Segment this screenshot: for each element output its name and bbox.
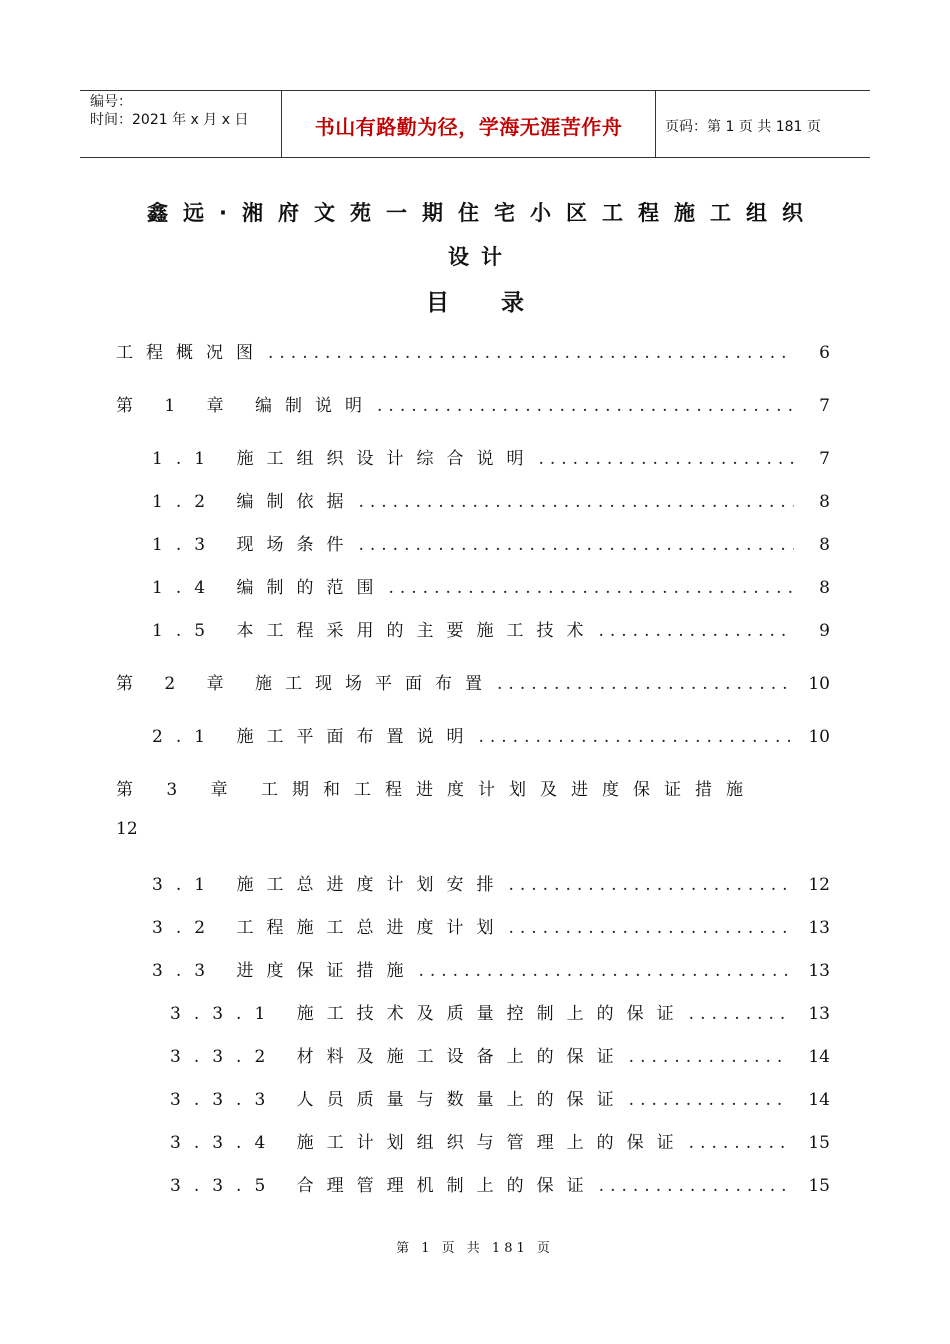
toc-entry-label: 1.2 编制依据 (152, 492, 357, 512)
toc-entry-label: 3.3 进度保证措施 (152, 961, 417, 981)
toc-entry[interactable] (116, 391, 830, 416)
toc-entry-label: 3.3.1 施工技术及质量控制上的保证 (170, 1004, 687, 1024)
toc-leader-dots (689, 1004, 791, 1024)
toc-entry[interactable] (152, 722, 830, 747)
toc-leader-dots (388, 578, 794, 598)
toc-entry-page: 13 (808, 918, 830, 938)
toc-entry-page: 14 (808, 1090, 830, 1110)
toc-entry-label: 第 1 章 编制说明 (116, 396, 376, 416)
toc-entry[interactable] (116, 338, 830, 363)
toc-entry[interactable] (170, 1085, 830, 1110)
document-title: 鑫远·湘府文苑一期住宅小区工程施工组织 (147, 201, 818, 225)
header-page-info: 页码：第 1 页 共 181 页 (665, 119, 821, 135)
toc-entry-page: 12 (808, 875, 830, 895)
toc-entry-label: 2.1 施工平面布置说明 (152, 727, 477, 747)
document-number-label: 编号： (90, 94, 132, 110)
toc-entry[interactable] (152, 573, 830, 598)
toc-leader-dots (268, 343, 794, 363)
document-title-continued: 设计 (448, 245, 514, 269)
toc-entry[interactable] (170, 1171, 830, 1196)
toc-entry-page: 7 (819, 449, 830, 469)
toc-entry-page: 10 (808, 727, 830, 747)
table-of-contents (116, 0, 830, 1344)
toc-entry-page: 6 (819, 343, 830, 363)
toc-entry-page: 8 (819, 535, 830, 555)
toc-leader-dots (689, 1133, 791, 1153)
toc-entry-page: 14 (808, 1047, 830, 1067)
toc-entry[interactable] (152, 487, 830, 512)
toc-entry[interactable] (152, 616, 830, 641)
toc-entry-label: 3.2 工程施工总进度计划 (152, 918, 507, 938)
toc-entry-label: 1.4 编制的范围 (152, 578, 387, 598)
toc-leader-dots (599, 1176, 791, 1196)
toc-entry-label: 1.3 现场条件 (152, 535, 357, 555)
toc-entry-page: 10 (808, 674, 830, 694)
toc-leader-dots (358, 535, 794, 555)
toc-leader-dots (629, 1047, 791, 1067)
toc-entry-page: 9 (819, 621, 830, 641)
toc-leader-dots (508, 875, 790, 895)
toc-leader-dots (629, 1090, 791, 1110)
header-motto: 书山有路勤为径，学海无涯苦作舟 (314, 115, 623, 139)
toc-entry-label: 工程概况图 (116, 343, 266, 363)
toc-heading: 目录 (426, 290, 576, 316)
page-footer: 第 1 页 共 181 页 (396, 1241, 554, 1256)
toc-entry-label: 3.3.5 合理管理机制上的保证 (170, 1176, 597, 1196)
toc-leader-dots (358, 492, 794, 512)
toc-entry-page: 13 (808, 961, 830, 981)
toc-leader-dots (508, 918, 790, 938)
toc-leader-dots (377, 396, 794, 416)
toc-entry-label: 1.5 本工程采用的主要施工技术 (152, 621, 597, 641)
toc-entry-page: 15 (808, 1133, 830, 1153)
toc-entry-label: 3.3.3 人员质量与数量上的保证 (170, 1090, 627, 1110)
toc-leader-dots (418, 961, 790, 981)
toc-entry-page: 12 (116, 819, 138, 839)
toc-entry-label: 3.3.2 材料及施工设备上的保证 (170, 1047, 627, 1067)
toc-entry-label: 1.1 施工组织设计综合说明 (152, 449, 537, 469)
toc-entry-page: 8 (819, 492, 830, 512)
toc-entry[interactable] (152, 870, 830, 895)
document-time-label: 时间：2021 年 x 月 x 日 (90, 112, 249, 128)
toc-leader-dots (598, 621, 794, 641)
toc-entry[interactable] (170, 999, 830, 1024)
toc-entry-page: 13 (808, 1004, 830, 1024)
toc-leader-dots (538, 449, 794, 469)
toc-entry[interactable] (152, 444, 830, 469)
toc-entry-page: 8 (819, 578, 830, 598)
toc-leader-dots (478, 727, 790, 747)
toc-entry-label: 3.1 施工总进度计划安排 (152, 875, 507, 895)
toc-entry[interactable] (170, 1042, 830, 1067)
toc-leader-dots (497, 674, 790, 694)
toc-entry[interactable] (116, 775, 830, 839)
toc-entry[interactable] (170, 1128, 830, 1153)
toc-entry-label: 第 3 章 工期和工程进度计划及进度保证措施 (116, 780, 758, 800)
toc-entry[interactable] (116, 669, 830, 694)
toc-entry-page: 7 (819, 396, 830, 416)
toc-entry-label: 3.3.4 施工计划组织与管理上的保证 (170, 1133, 687, 1153)
toc-entry[interactable] (152, 913, 830, 938)
toc-entry[interactable] (152, 956, 830, 981)
toc-entry-page: 15 (808, 1176, 830, 1196)
toc-entry-label: 第 2 章 施工现场平面布置 (116, 674, 496, 694)
toc-entry[interactable] (152, 530, 830, 555)
